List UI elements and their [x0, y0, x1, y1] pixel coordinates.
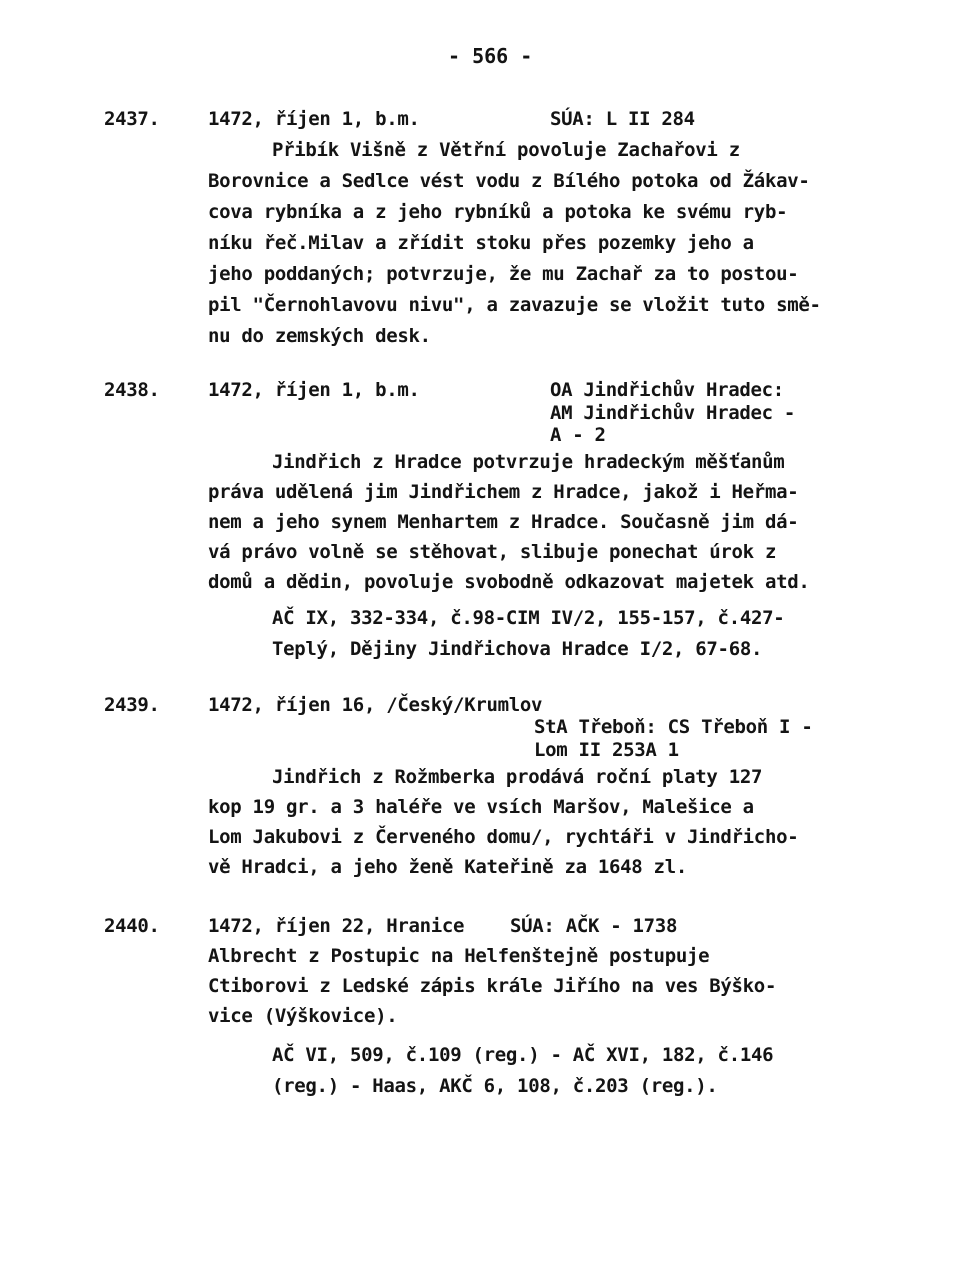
- page-number: - 566 -: [448, 44, 533, 68]
- entry-number: 2440.: [104, 915, 160, 937]
- entry-literature-line: (reg.) - Haas, AKČ 6, 108, č.203 (reg.).: [272, 1075, 718, 1097]
- entry-text-line: kop 19 gr. a 3 haléře ve vsích Maršov, Malešice a: [208, 796, 754, 818]
- entry-literature-line: AČ IX, 332-334, č.98-CIM IV/2, 155-157, č.427-: [272, 607, 785, 629]
- entry-text-line: práva udělená jim Jindřichem z Hradce, jakož i Heřma-: [208, 481, 799, 503]
- entry-archive-line: AM Jindřichův Hradec -: [550, 402, 796, 424]
- entry-text-line: vě Hradci, a jeho ženě Kateřině za 1648 zl.: [208, 856, 687, 878]
- entry-text-line: Jindřich z Rožmberka prodává roční platy 127: [272, 766, 763, 788]
- entry-archive-line: StA Třeboň: CS Třeboň I -: [534, 716, 813, 738]
- entry-date: 1472, říjen 1, b.m.: [208, 379, 420, 401]
- entry-text-line: Lom Jakubovi z Červeného domu/, rychtáři v Jindřicho-: [208, 826, 799, 848]
- entry-text-line: pil "Černohlavovu nivu", a zavazuje se vložit tuto smě-: [208, 294, 821, 316]
- entry-archive-line: A - 2: [550, 424, 606, 446]
- entry-text-line: Jindřich z Hradce potvrzuje hradeckým měšťanům: [272, 451, 785, 473]
- entry-date: 1472, říjen 22, Hranice: [208, 915, 465, 937]
- entry-text-line: domů a dědin, povoluje svobodně odkazovat majetek atd.: [208, 571, 810, 593]
- entry-text-line: vá právo volně se stěhovat, slibuje ponechat úrok z: [208, 541, 777, 563]
- entry-text-line: vice (Výškovice).: [208, 1005, 398, 1027]
- entry-archive-line: SÚA: L II 284: [550, 108, 695, 130]
- entry-text-line: jeho poddaných; potvrzuje, že mu Zachař za to postou-: [208, 263, 799, 285]
- entry-literature-line: AČ VI, 509, č.109 (reg.) - AČ XVI, 182, č.146: [272, 1044, 774, 1066]
- entry-number: 2439.: [104, 694, 160, 716]
- entry-date: 1472, říjen 1, b.m.: [208, 108, 420, 130]
- entry-literature-line: Teplý, Dějiny Jindřichova Hradce I/2, 67-68.: [272, 638, 763, 660]
- entry-text-line: Albrecht z Postupic na Helfenštejně postupuje: [208, 945, 710, 967]
- entry-number: 2438.: [104, 379, 160, 401]
- entry-archive-line: Lom II 253A 1: [534, 739, 679, 761]
- entry-text-line: nu do zemských desk.: [208, 325, 431, 347]
- entry-archive-line: SÚA: AČK - 1738: [510, 915, 678, 937]
- entry-text-line: cova rybníka a z jeho rybníků a potoka ke svému ryb-: [208, 201, 788, 223]
- entry-archive-line: OA Jindřichův Hradec:: [550, 379, 784, 401]
- entry-text-line: Borovnice a Sedlce vést vodu z Bílého potoka od Žákav-: [208, 170, 810, 192]
- entry-text-line: Ctiborovi z Ledské zápis krále Jiřího na ves Býško-: [208, 975, 777, 997]
- entry-date: 1472, říjen 16, /Český/Krumlov: [208, 694, 543, 716]
- entry-text-line: nem a jeho synem Menhartem z Hradce. Současně jim dá-: [208, 511, 799, 533]
- entry-number: 2437.: [104, 108, 160, 130]
- entry-text-line: Přibík Višně z Větřní povoluje Zachařovi z: [272, 139, 740, 161]
- entry-text-line: níku řeč.Milav a zřídit stoku přes pozemky jeho a: [208, 232, 754, 254]
